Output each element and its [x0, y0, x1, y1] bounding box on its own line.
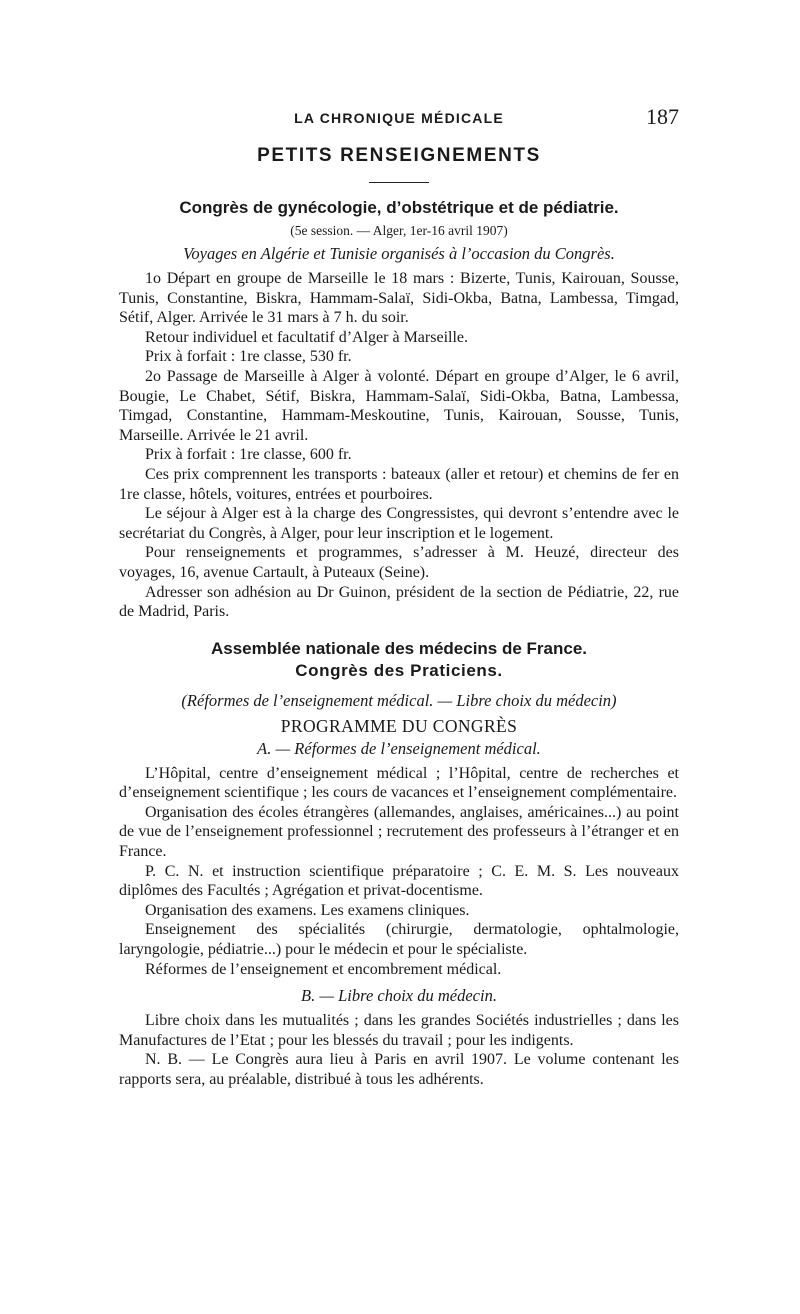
running-title: LA CHRONIQUE MÉDICALE: [294, 110, 504, 126]
paragraph: Prix à forfait : 1re classe, 600 fr.: [145, 446, 352, 464]
paragraph: Ces prix comprennent les transports : bateaux (aller et retour) et chemins de fer en 1re classe, hôtels, voitures, entrées et pourboires.: [119, 465, 679, 503]
paragraph: P. C. N. et instruction scientifique préparatoire ; C. E. M. S. Les nouveaux diplômes des Facultés ; Agrégation et privat-docentisme.: [119, 862, 679, 900]
congres2-subtitle: (Réformes de l’enseignement médical. — Libre choix du médecin): [181, 690, 617, 710]
title-rule: [369, 182, 429, 183]
main-column: [119, 144, 679, 1090]
congres1-body: [119, 269, 679, 622]
paragraph: 1o Départ en groupe de Marseille le 18 mars : Bizerte, Tunis, Kairouan, Sousse, Tunis, Constantine, Biskra, Hammam-Salaï, Sidi-Okba, Batna, Lambessa, Timgad, Sétif, Alger. Arrivée le 31 mars à 7 h. du soir.: [119, 270, 679, 327]
paragraph: Pour renseignements et programmes, s’adresser à M. Heuzé, directeur des voyages, 16, avenue Cartault, à Puteaux (Seine).: [119, 544, 679, 581]
paragraph: L’Hôpital, centre d’enseignement médical ; l’Hôpital, centre de recherches et d’enseignement scientifique ; les cours de vacances et l’enseignement complémentaire.: [119, 764, 679, 802]
paragraph: Enseignement des spécialités (chirurgie, dermatologie, ophtalmologie, laryngologie, pédiatrie...) pour le médecin et pour le spécialiste.: [119, 921, 679, 959]
paragraph: Réformes de l’enseignement et encombrement médical.: [145, 960, 502, 978]
section-b-heading: B. — Libre choix du médecin.: [301, 986, 497, 1006]
nota-bene: N. B. — Le Congrès aura lieu à Paris en avril 1907. Le volume contenant les rapports sera, au préalable, distribué à tous les adhérents.: [119, 1051, 679, 1088]
paragraph: 2o Passage de Marseille à Alger à volonté. Départ en groupe d’Alger, le 6 avril, Bougie, Le Chabet, Sétif, Biskra, Hammam-Salaï, Sidi-Okba, Batna, Lambessa, Timgad, Constantine, Hammam-Meskoutine, Tunis, Kairouan, Sousse, Tunis, Marseille. Arrivée le 21 avril.: [119, 367, 679, 444]
congres2-title-line2: Congrès des Praticiens.: [295, 660, 503, 680]
section-b-body: [119, 1011, 679, 1089]
congres1-subtitle: Voyages en Algérie et Tunisie organisés à l’occasion du Congrès.: [183, 244, 615, 263]
section-title: PETITS RENSEIGNEMENTS: [257, 145, 541, 166]
congres2-title-line1: Assemblée nationale des médecins de France.: [210, 638, 588, 658]
paragraph: Le séjour à Alger est à la charge des Congressistes, qui devront s’entendre avec le secrétariat du Congrès, à Alger, pour leur inscription et le logement.: [119, 505, 679, 542]
paragraph: Organisation des examens. Les examens cliniques.: [145, 901, 470, 919]
paragraph: Retour individuel et facultatif d’Alger à Marseille.: [145, 328, 468, 346]
paragraph: Adresser son adhésion au Dr Guinon, président de la section de Pédiatrie, 22, rue de Madrid, Paris.: [119, 583, 679, 621]
page-header: [119, 106, 679, 132]
paragraph: Prix à forfait : 1re classe, 530 fr.: [145, 348, 352, 366]
paragraph: Organisation des écoles étrangères (allemandes, anglaises, américaines...) au point de vue de l’enseignement professionnel ; recrutement des professeurs à l’étranger et en France.: [119, 803, 679, 861]
section-a-heading: A. — Réformes de l’enseignement médical.: [257, 738, 541, 758]
programme-title: PROGRAMME DU CONGRÈS: [280, 715, 518, 736]
paragraph: Libre choix dans les mutualités ; dans les grandes Sociétés industrielles ; dans les Manufactures de l’Etat ; pour les blessés du travail ; pour les indigents.: [119, 1012, 679, 1049]
congres1-session: (5e session. — Alger, 1er-16 avril 1907): [290, 223, 508, 238]
congres1-title: Congrès de gynécologie, d’obstétrique et de pédiatrie.: [179, 198, 619, 217]
page-number: 187: [646, 104, 679, 129]
section-a-body: [119, 764, 679, 980]
